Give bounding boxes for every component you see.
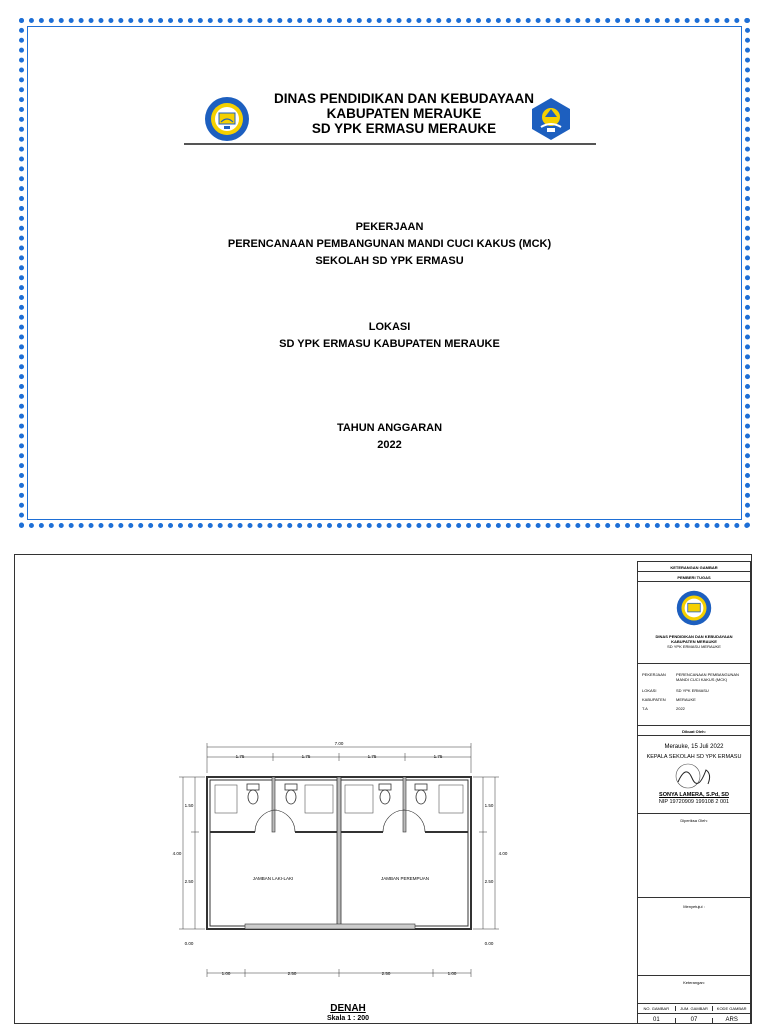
drawing-caption xyxy=(298,1003,398,1023)
tb-pemberi-tugas: PEMBERI TUGAS xyxy=(638,572,750,582)
letterhead-text xyxy=(244,91,564,136)
door-swing xyxy=(273,810,295,832)
dim-right-2: 2.50 xyxy=(484,879,494,884)
room-label-right: JAMBAN PEREMPUAN xyxy=(380,876,430,881)
front-opening xyxy=(245,924,415,929)
dim-right-3: 0.00 xyxy=(484,941,494,946)
tb-info-row xyxy=(642,688,748,693)
tb-owner-block xyxy=(638,582,750,664)
letterhead-divider xyxy=(184,143,596,145)
letterhead xyxy=(184,91,614,145)
partition-right-stall xyxy=(403,777,406,832)
tb-info-row xyxy=(642,697,748,702)
drawing-sheet xyxy=(14,554,752,1024)
center-partition xyxy=(337,777,341,929)
tb-sign-name: SONYA LAMERA, S.Pd, SD xyxy=(659,792,729,798)
dim-top-1: 1.75 xyxy=(235,754,245,759)
tb-signature-block xyxy=(638,736,750,814)
cover-sheet xyxy=(19,18,750,528)
dim-left-total: 4.00 xyxy=(172,851,182,856)
tb-info-label: PEKERJAAN xyxy=(642,672,666,677)
tb-cell-jum: 07 xyxy=(676,1018,714,1023)
title-block xyxy=(637,561,751,1024)
lokasi-line-1: SD YPK ERMASU KABUPATEN MERAUKE xyxy=(279,338,500,350)
signature-stamp-icon xyxy=(668,762,718,790)
tb-table-header xyxy=(638,1004,750,1014)
tb-keterangan-gambar: KETERANGAN GAMBAR xyxy=(638,562,750,572)
dim-top-4: 1.75 xyxy=(433,754,443,759)
tb-header-kode: KODE GAMBAR xyxy=(716,1006,747,1011)
dim-right-total: 4.00 xyxy=(498,851,508,856)
tb-dinas-line-2: KABUPATEN MERAUKE xyxy=(671,639,717,644)
tb-info-value: 2022 xyxy=(676,706,685,711)
tb-dinas-line-3: SD YPK ERMASU MERAUKE xyxy=(667,644,721,649)
dim-bottom-3: 2.50 xyxy=(381,971,391,976)
dim-left-1: 1.50 xyxy=(184,803,194,808)
pekerjaan-heading: PEKERJAAN xyxy=(355,221,424,233)
tb-info-value: MERAUKE xyxy=(676,697,696,702)
tb-info-label: KABUPATEN xyxy=(642,697,666,702)
tahun-year: 2022 xyxy=(377,439,402,451)
pekerjaan-line-2: SEKOLAH SD YPK ERMASU xyxy=(315,255,464,267)
tb-keterangan-block xyxy=(638,976,750,1004)
tb-cell-no: 01 xyxy=(638,1018,676,1023)
tb-dinas-text xyxy=(638,634,750,649)
letterhead-line-2: KABUPATEN MERAUKE xyxy=(326,106,482,121)
drawing-title: DENAH xyxy=(330,1003,366,1014)
room-label-left: JAMBAN LAKI-LAKI xyxy=(252,876,294,881)
tb-sign-place-date: Merauke, 15 Juli 2022 xyxy=(664,744,724,750)
tb-sign-nip: NIP 19720909 199108 2 001 xyxy=(658,799,730,805)
tb-diperiksa-oleh: Diperiksa Oleh: xyxy=(680,818,708,823)
tb-diperiksa-oleh-block xyxy=(638,814,750,898)
water-tub xyxy=(439,785,463,813)
drawing-scale: Skala 1 : 200 xyxy=(326,1015,370,1022)
water-tub xyxy=(345,785,373,813)
dim-left-2: 2.50 xyxy=(184,879,194,884)
tb-info-row xyxy=(642,672,748,682)
tb-info-label: T.A xyxy=(642,706,648,711)
dim-bottom-1: 1.00 xyxy=(221,971,231,976)
dim-right-1: 1.50 xyxy=(484,803,494,808)
tb-dibuat-oleh: Dibuat Oleh: xyxy=(638,726,750,736)
water-tub xyxy=(215,785,237,813)
lokasi-block xyxy=(24,319,755,353)
tahun-heading: TAHUN ANGGARAN xyxy=(336,422,443,434)
tb-header-no: NO. GAMBAR xyxy=(638,1006,676,1011)
tahun-block xyxy=(24,420,755,454)
pekerjaan-line-1: PERENCANAAN PEMBANGUNAN MANDI CUCI KAKUS (MCK) xyxy=(227,238,552,250)
dim-bottom-2: 2.50 xyxy=(287,971,297,976)
tb-info-value: PERENCANAAN PEMBANGUNAN MANDI CUCI KAKUS (MCK) xyxy=(676,672,739,682)
tb-drawing-table xyxy=(638,1004,750,1024)
tb-info-block xyxy=(638,664,750,726)
dim-top-2: 1.75 xyxy=(301,754,311,759)
pekerjaan-block xyxy=(24,219,755,270)
tb-menyetujui: Menyetujui : xyxy=(683,904,705,909)
tb-info-label: LOKASI xyxy=(642,688,657,693)
water-tub xyxy=(305,785,333,813)
partition-left-stall xyxy=(272,777,275,832)
floor-plan xyxy=(15,555,635,1024)
tb-info-value: SD YPK ERMASU xyxy=(676,688,709,693)
tb-header-jum: JUM. GAMBAR xyxy=(676,1006,714,1011)
tb-table-row xyxy=(638,1014,750,1024)
dim-bottom-4: 1.00 xyxy=(447,971,457,976)
dim-top-3: 1.75 xyxy=(367,754,377,759)
tb-info-row xyxy=(642,706,748,711)
door-swing xyxy=(383,810,405,832)
dim-top-total: 7.00 xyxy=(334,741,344,746)
letterhead-line-3: SD YPK ERMASU MERAUKE xyxy=(311,121,497,136)
tut-wuri-handayani-logo-icon xyxy=(529,97,573,141)
letterhead-line-1: DINAS PENDIDIKAN DAN KEBUDAYAAN xyxy=(273,91,535,106)
school-logo-icon xyxy=(676,590,712,626)
tb-menyetujui-block xyxy=(638,898,750,976)
tb-cell-kode: ARS xyxy=(725,1016,738,1023)
tb-sign-position: KEPALA SEKOLAH SD YPK ERMASU xyxy=(646,754,742,760)
lokasi-heading: LOKASI xyxy=(368,321,411,333)
tb-dinas-line-1: DINAS PENDIDIKAN DAN KEBUDAYAAN xyxy=(655,634,733,639)
dim-left-3: 0.00 xyxy=(184,941,194,946)
tb-keterangan: Keterangan: xyxy=(683,980,705,985)
